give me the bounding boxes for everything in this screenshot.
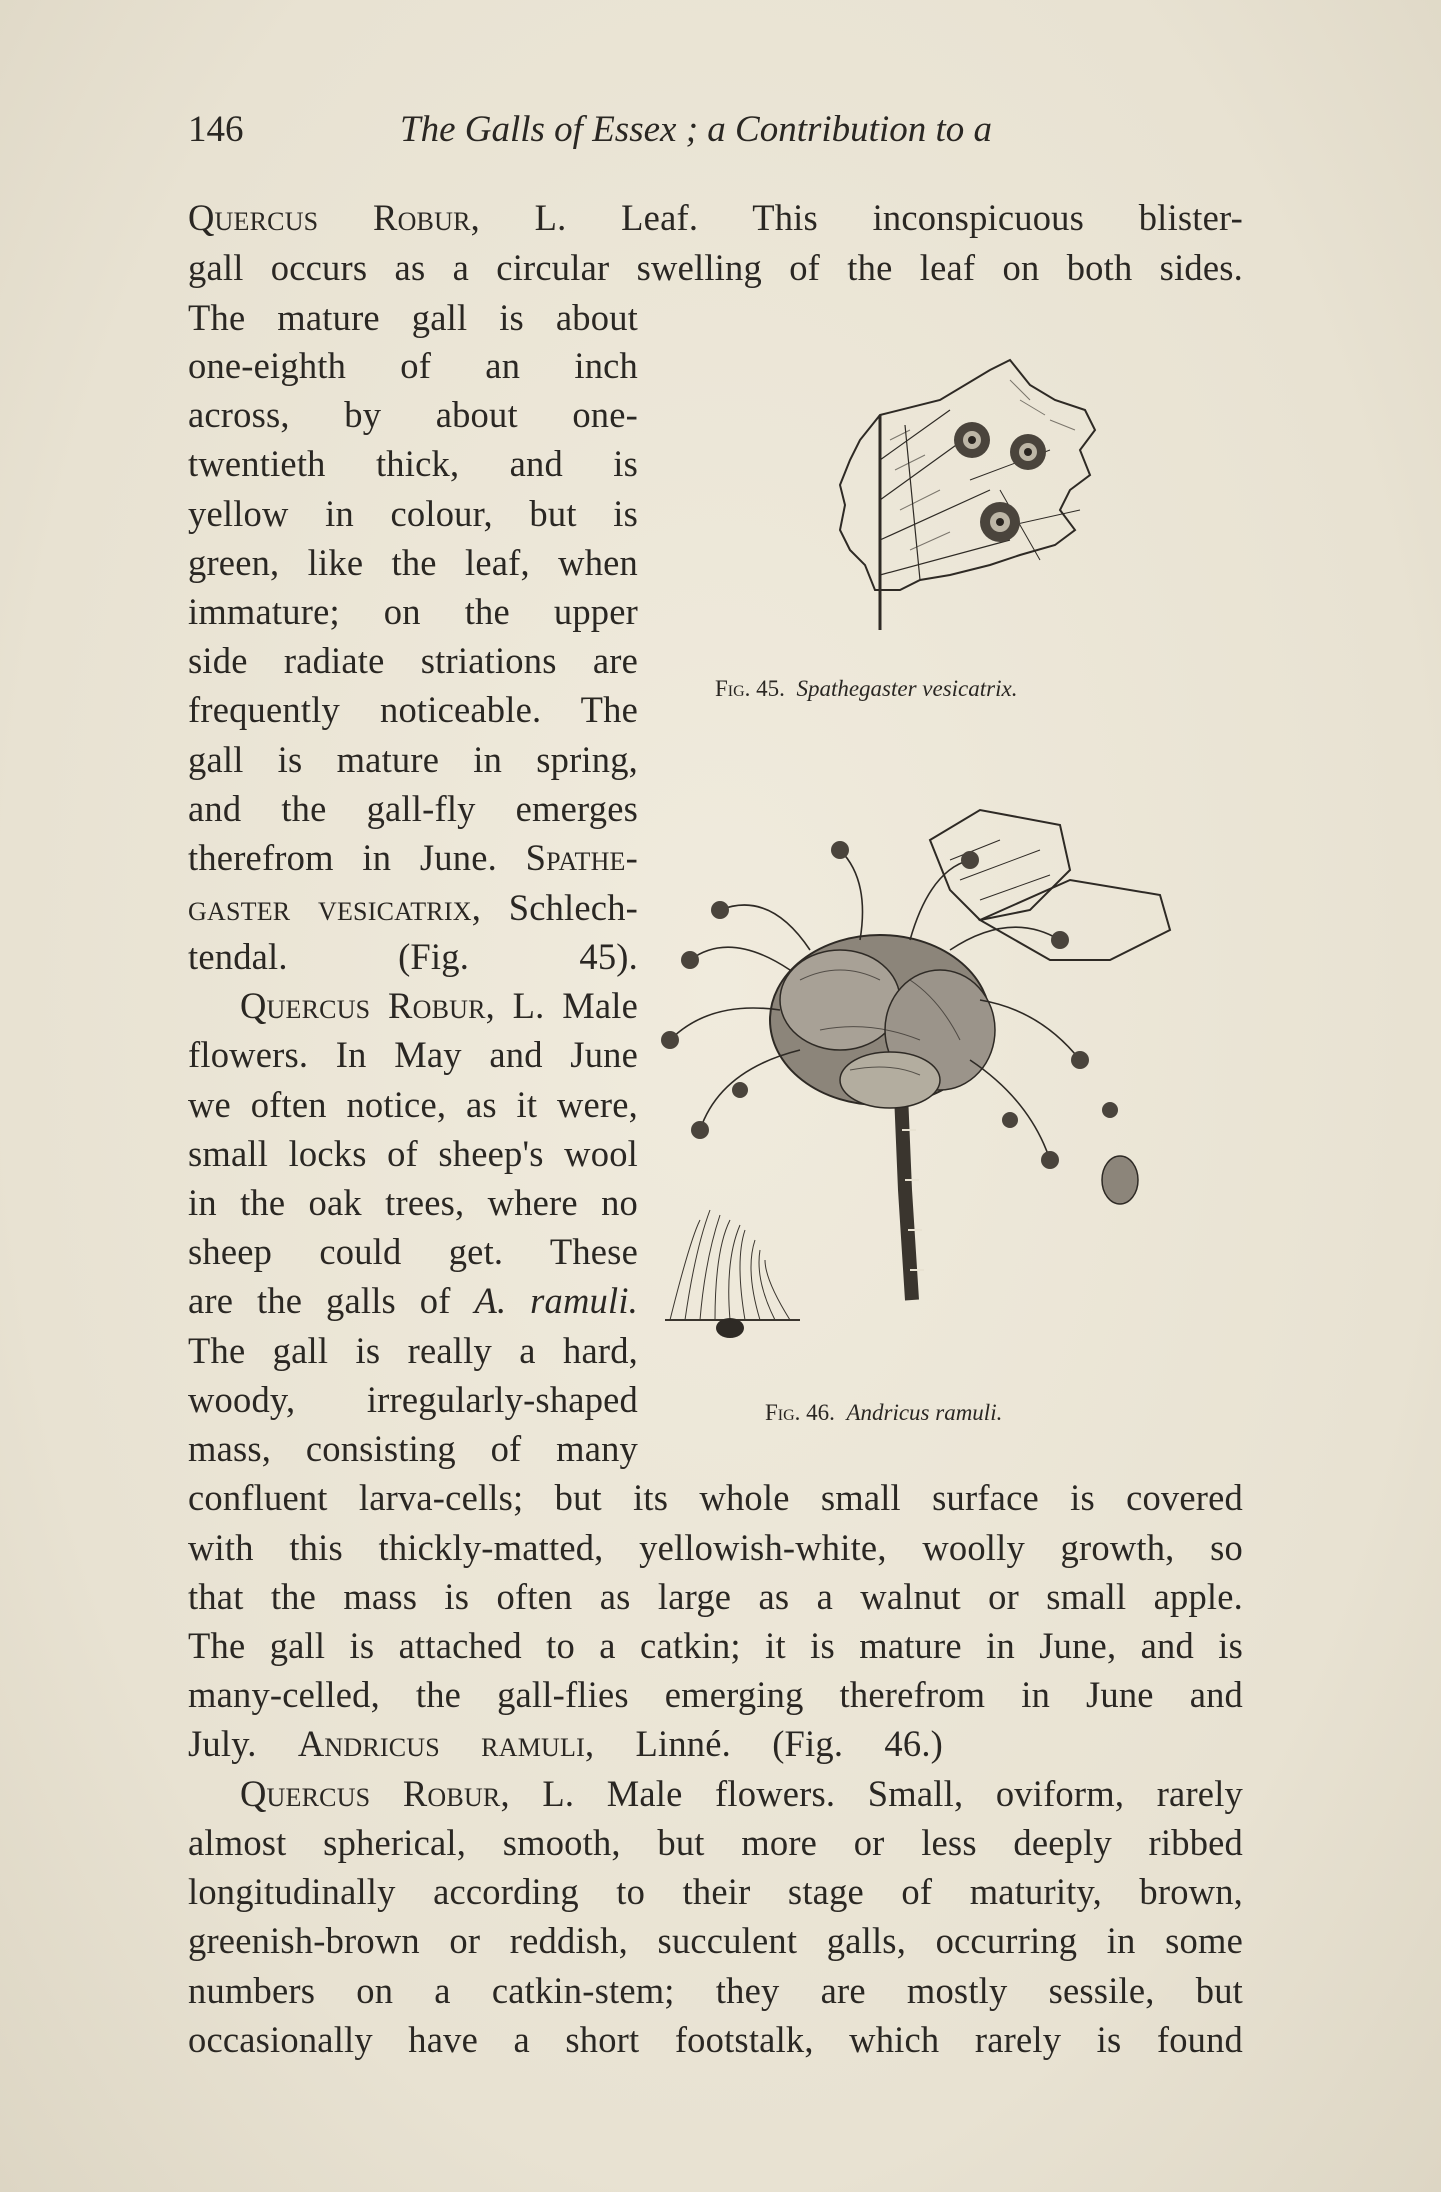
text-line bbox=[188, 688, 638, 731]
text-line bbox=[188, 1722, 943, 1765]
text-span: gaster vesicatrix bbox=[188, 887, 472, 928]
text-span: one-eighth of an inch bbox=[188, 345, 638, 386]
text-span: , L. Leaf. This inconspicuous blister- bbox=[470, 197, 1243, 238]
figure-45-species: Spathegaster vesicatrix. bbox=[796, 676, 1018, 701]
figure-46-caption bbox=[765, 1400, 1002, 1426]
text-line bbox=[188, 1870, 1243, 1913]
text-line bbox=[188, 246, 1243, 289]
text-span: , Schlech- bbox=[471, 887, 638, 928]
text-span: mass, consisting of many bbox=[188, 1428, 638, 1469]
text-span: flowers. In May and June bbox=[188, 1034, 638, 1075]
text-line bbox=[188, 935, 638, 978]
text-line bbox=[188, 393, 638, 436]
text-span: immature; on the upper bbox=[188, 591, 638, 632]
text-line bbox=[188, 787, 638, 830]
page-header bbox=[188, 108, 1248, 158]
blister-gall-marks bbox=[954, 422, 1046, 542]
text-span: are the galls of bbox=[188, 1280, 475, 1321]
text-span: we often notice, as it were, bbox=[188, 1084, 638, 1125]
text-span: The gall is really a hard, bbox=[188, 1330, 638, 1371]
text-span: many-celled, the gall-flies emerging therefrom in June and bbox=[188, 1674, 1243, 1715]
text-span: The gall is attached to a catkin; it is mature in June, and is bbox=[188, 1625, 1243, 1666]
text-span: side radiate striations are bbox=[188, 640, 638, 681]
text-span: therefrom in June. bbox=[188, 837, 526, 878]
figure-46-species: Andricus ramuli. bbox=[846, 1400, 1003, 1425]
text-line bbox=[188, 1821, 1243, 1864]
text-line bbox=[188, 1279, 638, 1322]
text-span: twentieth thick, and is bbox=[188, 443, 638, 484]
text-span: , L. Male bbox=[485, 985, 639, 1026]
text-line bbox=[188, 886, 638, 929]
page-number: 146 bbox=[188, 109, 244, 150]
text-line bbox=[188, 1476, 1243, 1519]
text-span: sheep could get. These bbox=[188, 1231, 638, 1272]
text-span: July. bbox=[188, 1723, 298, 1764]
text-span: Quercus Robur bbox=[188, 197, 471, 238]
text-span: The mature gall is about bbox=[188, 297, 638, 338]
text-line bbox=[188, 1427, 638, 1470]
text-line bbox=[188, 1526, 1243, 1569]
text-span: greenish-brown or reddish, succulent galls, occurring in some bbox=[188, 1920, 1243, 1961]
text-span: woody, irregularly-shaped bbox=[188, 1379, 638, 1420]
text-span: A. ramuli. bbox=[474, 1280, 638, 1321]
text-line bbox=[188, 2018, 1243, 2061]
woolly-gall-detail bbox=[665, 1210, 800, 1320]
text-span: almost spherical, smooth, but more or less deeply ribbed bbox=[188, 1822, 1243, 1863]
text-span: , L. Male flowers. Small, oviform, rarely bbox=[500, 1773, 1243, 1814]
text-span: Spathe- bbox=[525, 837, 638, 878]
text-span: that the mass is often as large as a walnut or small apple. bbox=[188, 1576, 1243, 1617]
text-span: green, like the leaf, when bbox=[188, 542, 638, 583]
text-span: occasionally have a short footstalk, which rarely is found bbox=[188, 2019, 1243, 2060]
text-span: Quercus Robur bbox=[240, 985, 486, 1026]
figure-45-label: Fig. 45. bbox=[715, 676, 785, 701]
text-line bbox=[188, 1919, 1243, 1962]
running-title: The Galls of Essex ; a Contribution to a bbox=[400, 109, 992, 150]
text-line bbox=[188, 1083, 638, 1126]
figure-46-illustration bbox=[650, 800, 1230, 1380]
text-span: Quercus Robur bbox=[240, 1773, 501, 1814]
text-span: gall is mature in spring, bbox=[188, 739, 638, 780]
text-line bbox=[188, 1329, 638, 1372]
text-line bbox=[188, 296, 638, 339]
text-line bbox=[188, 639, 638, 682]
text-line bbox=[188, 541, 638, 584]
text-span: numbers on a catkin-stem; they are mostly sessile, but bbox=[188, 1970, 1243, 2011]
text-line bbox=[188, 1181, 638, 1224]
text-line bbox=[240, 1772, 1243, 1815]
text-line bbox=[240, 984, 638, 1027]
text-line bbox=[188, 590, 638, 633]
figure-46-label: Fig. 46. bbox=[765, 1400, 835, 1425]
figure-45-caption bbox=[715, 676, 1017, 702]
text-line bbox=[188, 1378, 638, 1421]
text-line bbox=[188, 1575, 1243, 1618]
text-line bbox=[188, 492, 638, 535]
text-line bbox=[188, 1673, 1243, 1716]
text-line bbox=[188, 442, 638, 485]
text-line bbox=[188, 1132, 638, 1175]
text-span: with this thickly-matted, yellowish-white, woolly growth, so bbox=[188, 1527, 1243, 1568]
text-span: and the gall-fly emerges bbox=[188, 788, 638, 829]
text-span: Andricus ramuli bbox=[297, 1723, 585, 1764]
text-line bbox=[188, 1033, 638, 1076]
text-span: longitudinally according to their stage of maturity, brown, bbox=[188, 1871, 1243, 1912]
text-span: yellow in colour, but is bbox=[188, 493, 638, 534]
text-span: confluent larva-cells; but its whole small surface is covered bbox=[188, 1477, 1243, 1518]
text-span: small locks of sheep's wool bbox=[188, 1133, 638, 1174]
text-line bbox=[188, 1969, 1243, 2012]
text-span: across, by about one- bbox=[188, 394, 638, 435]
text-span: in the oak trees, where no bbox=[188, 1182, 638, 1223]
text-line bbox=[188, 738, 638, 781]
text-line bbox=[188, 344, 638, 387]
text-span: gall occurs as a circular swelling of the leaf on both sides. bbox=[188, 247, 1243, 288]
text-span: , Linné. (Fig. 46.) bbox=[584, 1723, 943, 1764]
text-span: frequently noticeable. The bbox=[188, 689, 638, 730]
text-line bbox=[188, 1624, 1243, 1667]
text-line bbox=[188, 196, 1243, 239]
figure-45-illustration bbox=[820, 340, 1100, 640]
text-span: tendal. (Fig. 45). bbox=[188, 936, 638, 977]
text-line bbox=[188, 836, 638, 879]
text-line bbox=[188, 1230, 638, 1273]
